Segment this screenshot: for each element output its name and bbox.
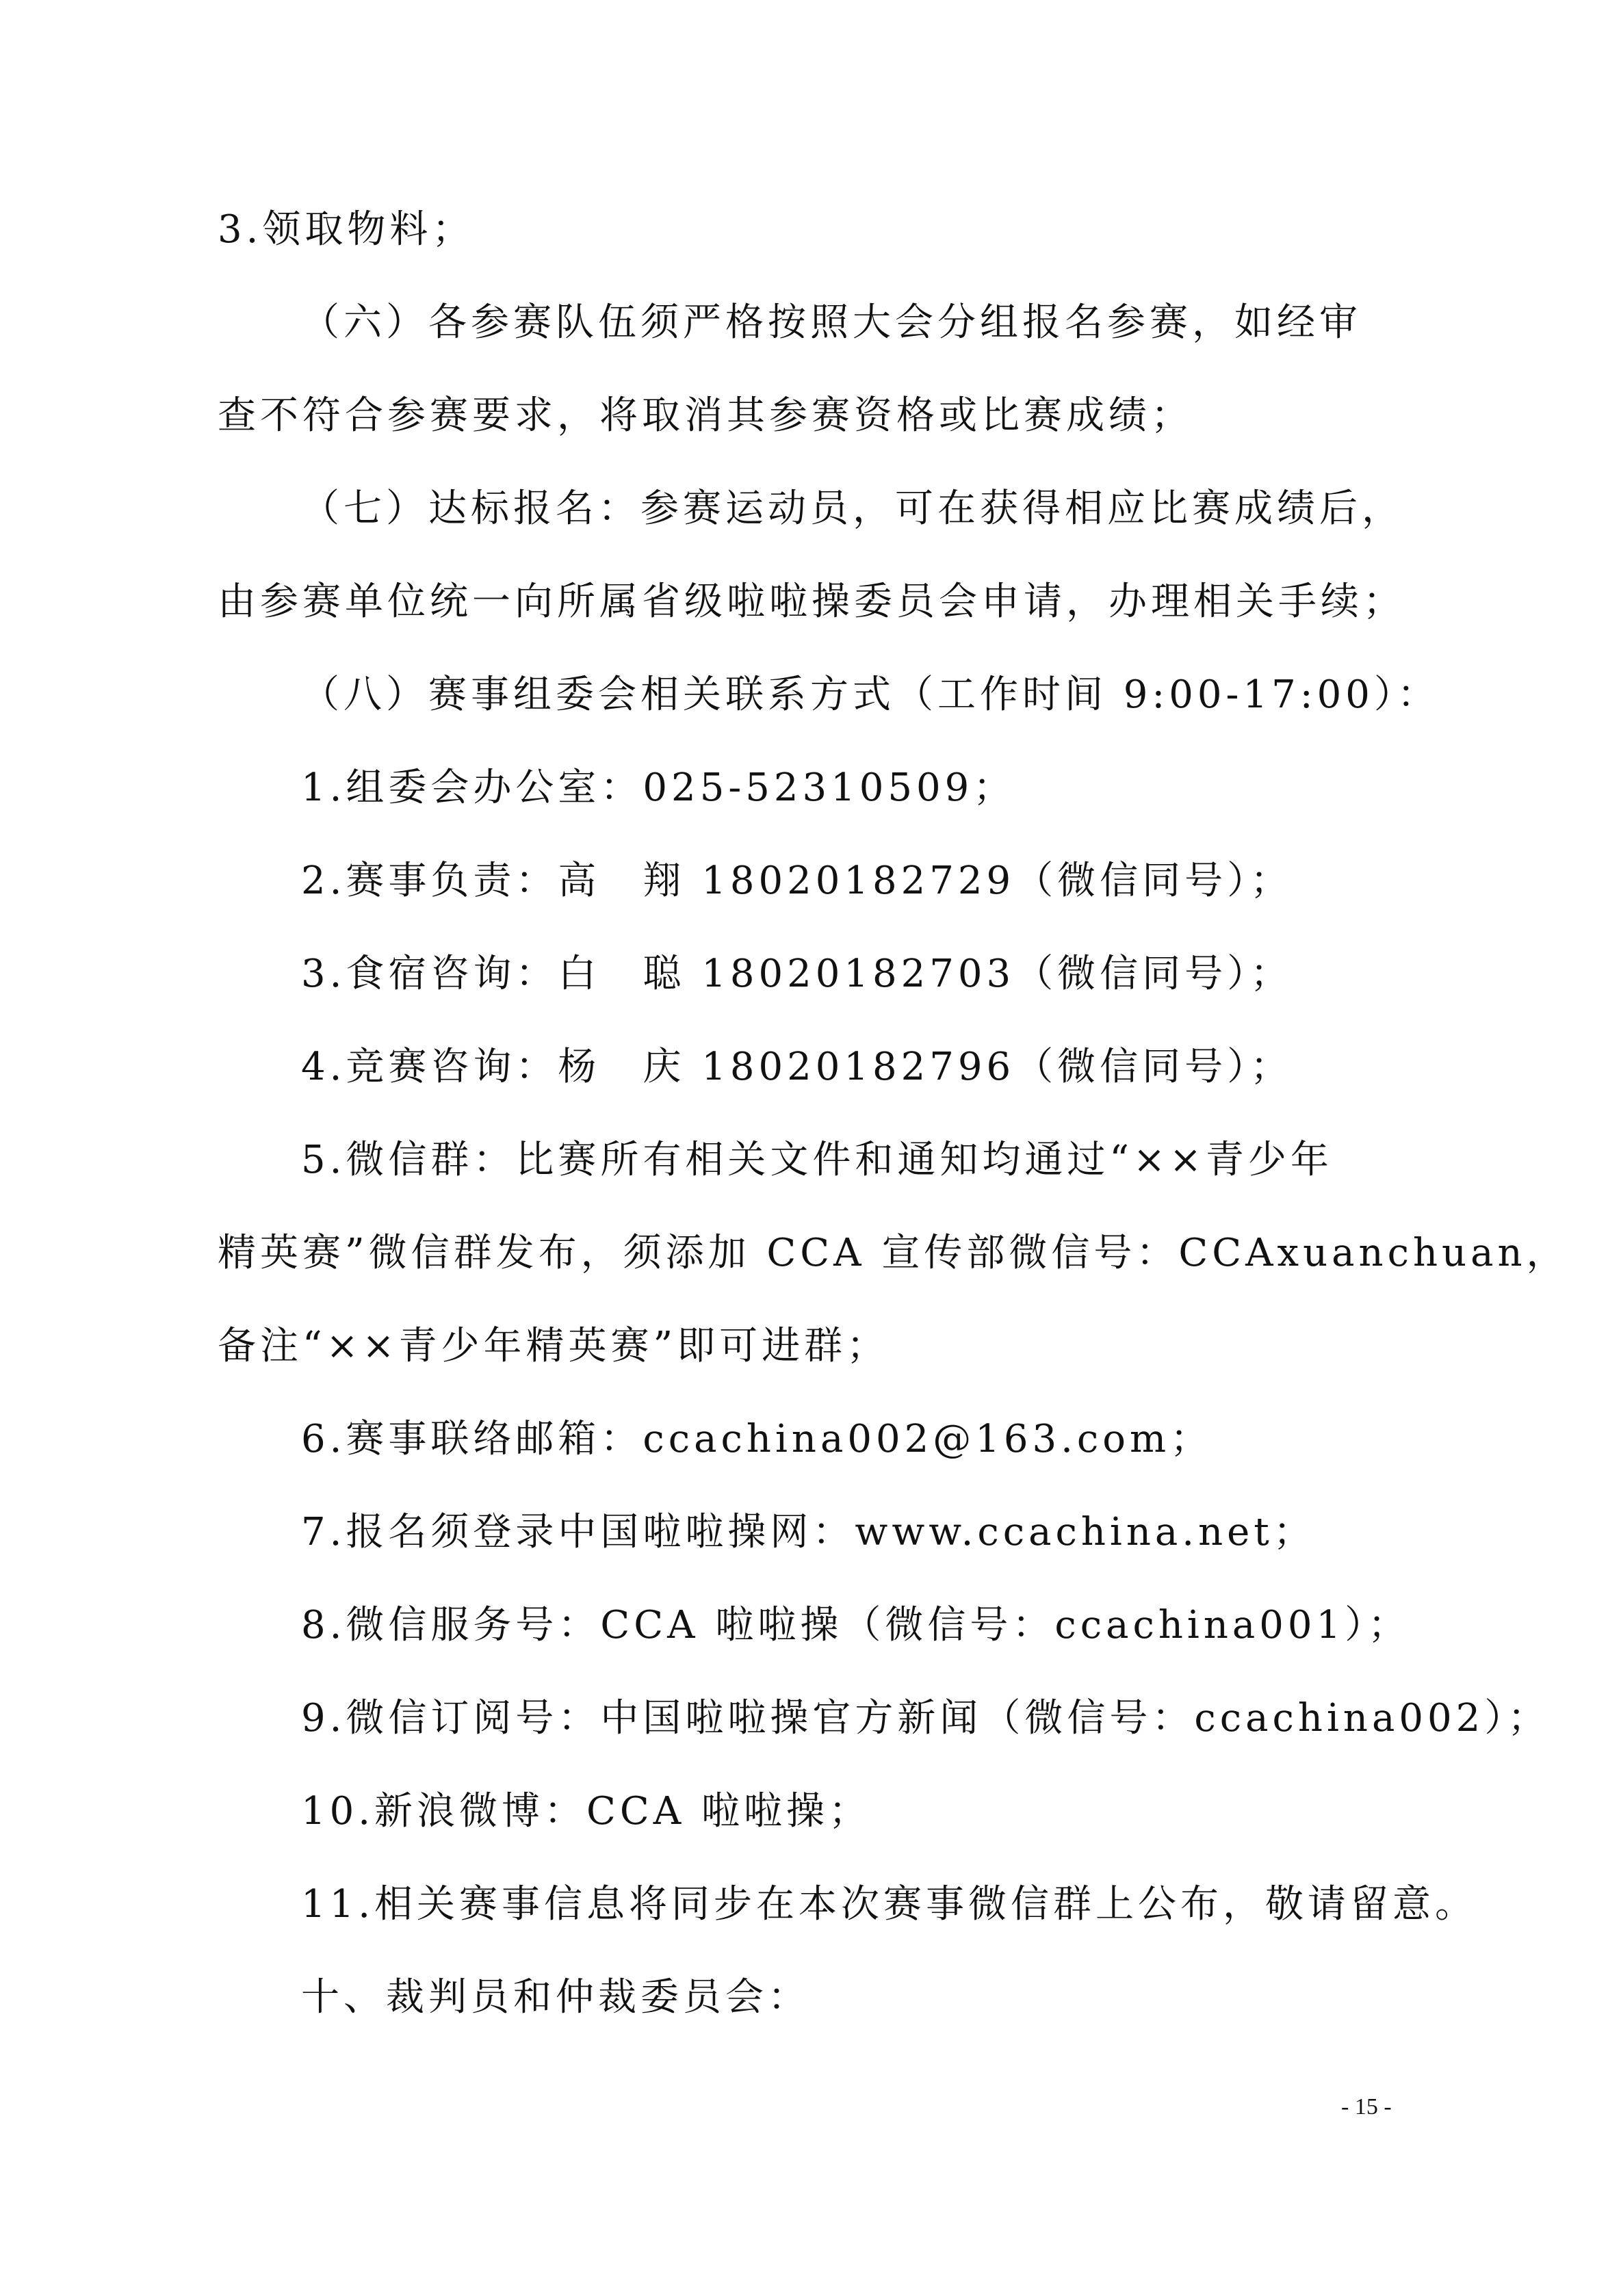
text-line-contact-3: 4.竞赛咨询：杨 庆 18020182796（微信同号）；: [301, 1045, 1293, 1089]
text-line-item-6: （六）各参赛队伍须严格按照大会分组报名参赛，如经审: [301, 300, 1362, 345]
text-line-info: 11.相关赛事信息将同步在本次赛事微信群上公布，敬请留意。: [301, 1882, 1478, 1927]
text-line-item-8: （八）赛事组委会相关联系方式（工作时间 9:00-17:00）：: [301, 673, 1440, 717]
text-line-wechat-group-cont: 精英赛”微信群发布，须添加 CCA 宣传部微信号：CCAxuanchuan，: [218, 1231, 1569, 1275]
text-line-wechat-group: 5.微信群：比赛所有相关文件和通知均通过“××青少年: [301, 1138, 1333, 1182]
text-line-material: 3.领取物料；: [218, 207, 475, 252]
text-line-email: 6.赛事联络邮箱：ccachina002@163.com；: [301, 1417, 1213, 1461]
text-line-item-6-cont: 查不符合参赛要求，将取消其参赛资格或比赛成绩；: [218, 393, 1193, 438]
text-line-office: 1.组委会办公室：025-52310509；: [301, 766, 1016, 810]
text-line-contact-1: 2.赛事负责：高 翔 18020182729（微信同号）；: [301, 859, 1293, 903]
page-number: - 15 -: [1341, 2094, 1392, 2119]
text-line-service-account: 8.微信服务号：CCA 啦啦操（微信号：ccachina001）；: [301, 1603, 1411, 1647]
text-line-item-7-cont: 由参赛单位统一向所属省级啦啦操委员会申请，办理相关手续；: [218, 579, 1405, 624]
text-line-weibo: 10.新浪微博：CCA 啦啦操；: [301, 1789, 871, 1834]
text-line-contact-2: 3.食宿咨询：白 聪 18020182703（微信同号）；: [301, 952, 1293, 996]
text-line-wechat-group-note: 备注“××青少年精英赛”即可进群；: [218, 1324, 890, 1368]
text-line-item-7: （七）达标报名：参赛运动员，可在获得相应比赛成绩后，: [301, 486, 1404, 531]
section-heading-10: 十、裁判员和仲裁委员会：: [301, 1975, 810, 2020]
text-line-website: 7.报名须登录中国啦啦操网：www.ccachina.net；: [301, 1510, 1316, 1554]
text-line-subscription: 9.微信订阅号：中国啦啦操官方新闻（微信号：ccachina002）；: [301, 1696, 1551, 1740]
